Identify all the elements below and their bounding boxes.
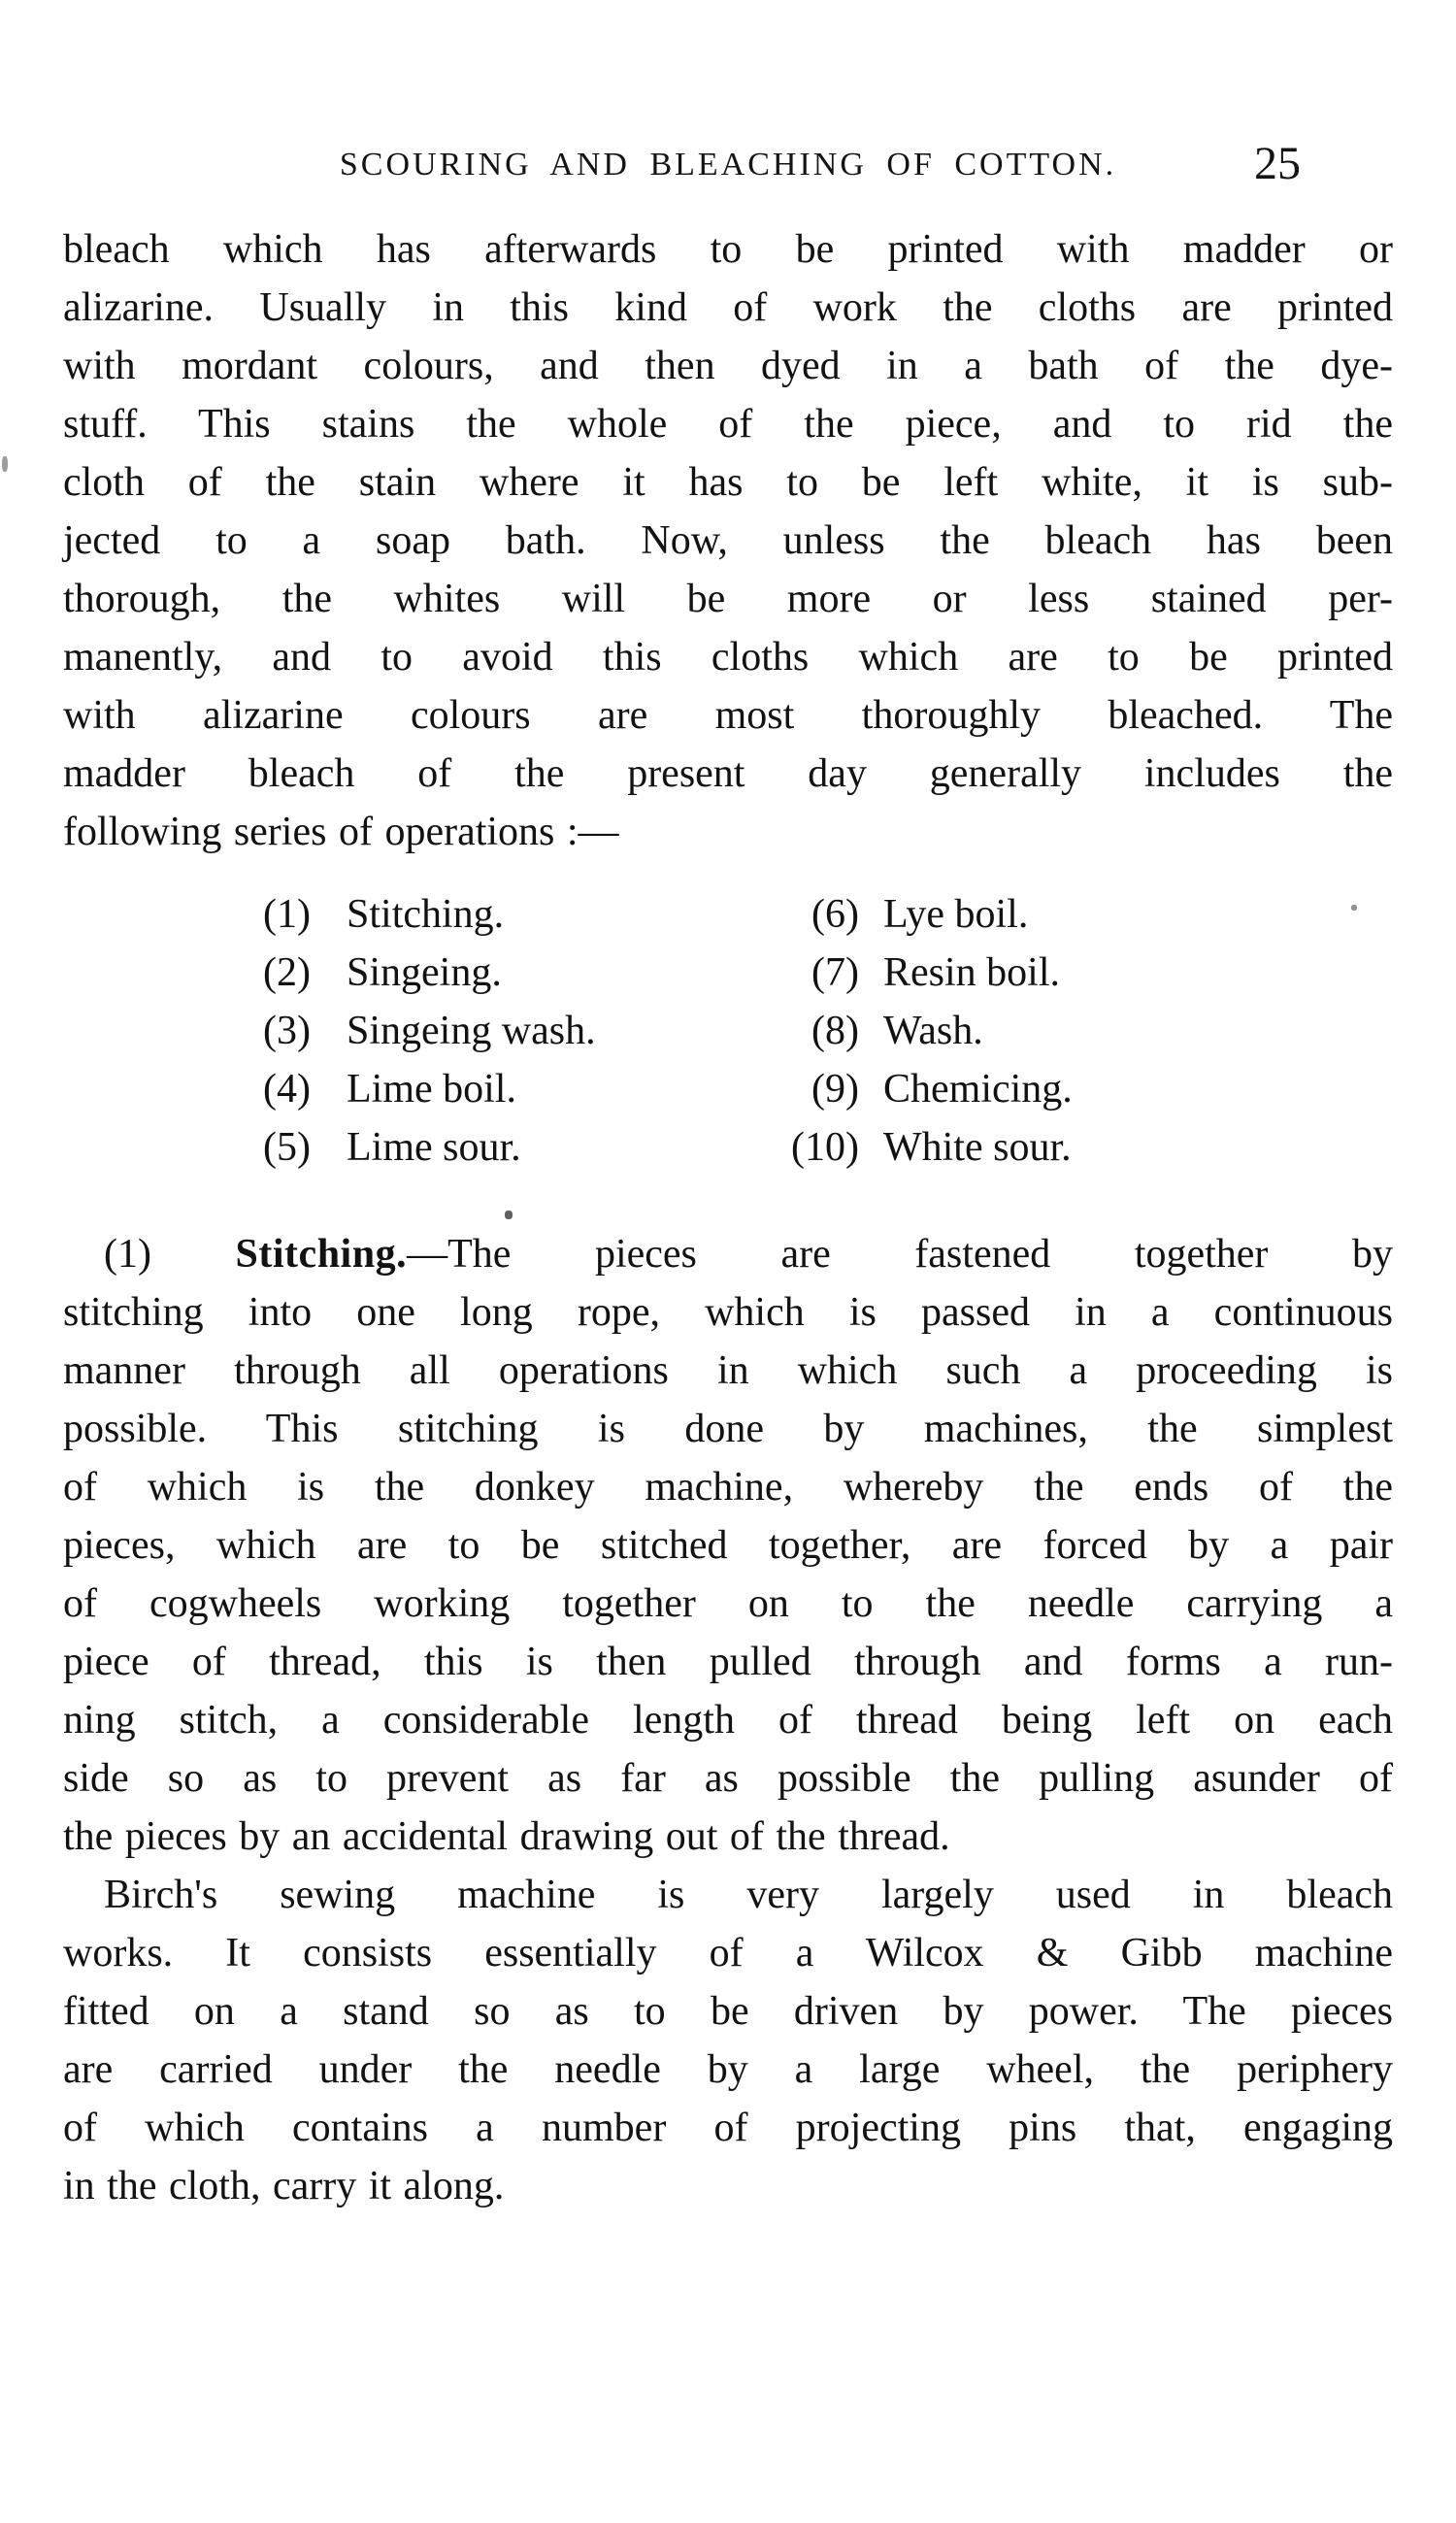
list-item-number: (8) [811, 1009, 859, 1053]
text-line: manently, and to avoid this cloths which are to be printed [63, 635, 1393, 680]
list-item-label: Resin boil. [883, 950, 1061, 995]
scan-speck [2, 456, 8, 472]
list-item-number: (4) [263, 1067, 311, 1112]
list-item-label: Lime sour. [347, 1125, 521, 1170]
list-item-label: Chemicing. [883, 1067, 1073, 1112]
text-line: stuff. This stains the whole of the piece, and to rid the [63, 402, 1393, 447]
scan-speck [1351, 905, 1357, 911]
list-item-number: (10) [791, 1125, 859, 1170]
list-row [63, 885, 1393, 944]
text-line: the pieces by an accidental drawing out of the thread. [63, 1814, 950, 1859]
text-line: alizarine. Usually in this kind of work the cloths are printed [63, 285, 1393, 330]
text-line: fitted on a stand so as to be driven by power. The pieces [63, 1989, 1393, 2034]
scan-speck [505, 1211, 513, 1219]
text-line: Birch's sewing machine is very largely used in bleach [104, 1873, 1393, 1917]
text-line: possible. This stitching is done by machines, the simplest [63, 1407, 1393, 1451]
list-row [63, 944, 1393, 1002]
page-number: 25 [1254, 138, 1301, 189]
list-item-label: Lime boil. [347, 1067, 516, 1112]
text-line: works. It consists essentially of a Wilcox & Gibb machine [63, 1931, 1393, 1975]
text-line: in the cloth, carry it along. [63, 2164, 505, 2208]
list-item-number: (1) [263, 892, 311, 937]
text-line: stitching into one long rope, which is passed in a continuous [63, 1290, 1393, 1335]
text-line: ning stitch, a considerable length of thread being left on each [63, 1698, 1393, 1743]
vertical-gap [63, 861, 1393, 885]
text-line: pieces, which are to be stitched together, are forced by a pair [63, 1523, 1393, 1568]
text-block [63, 220, 1393, 2215]
text-line: manner through all operations in which such a proceeding is [63, 1348, 1393, 1393]
text-line: of cogwheels working together on to the needle carrying a [63, 1581, 1393, 1626]
operations-list [63, 885, 1393, 1177]
list-item-number: (9) [811, 1067, 859, 1112]
text-line: bleach which has afterwards to be printed with madder or [63, 227, 1393, 272]
lead-term: Stitching. [235, 1232, 408, 1277]
text-line: piece of thread, this is then pulled through and forms a run- [63, 1640, 1393, 1684]
list-item-label: Wash. [883, 1009, 983, 1053]
text-line: are carried under the needle by a large wheel, the periphery [63, 2047, 1393, 2092]
list-item-label: Lye boil. [883, 892, 1029, 937]
list-row [63, 1060, 1393, 1118]
list-item-number: (5) [263, 1125, 311, 1170]
list-item-label: White sour. [883, 1125, 1072, 1170]
paragraph-madder-bleach [63, 220, 1393, 861]
paragraph-birchs-machine [63, 1866, 1393, 2215]
list-item-number: (7) [811, 950, 859, 995]
list-item-label: Stitching. [347, 892, 505, 937]
text-line: of which is the donkey machine, whereby the ends of the [63, 1465, 1393, 1510]
text-line: with alizarine colours are most thoroughly bleached. The [63, 693, 1393, 738]
text-line: jected to a soap bath. Now, unless the bleach has been [63, 518, 1393, 563]
text-line: of which contains a number of projecting pins that, engaging [63, 2106, 1393, 2150]
list-row [63, 1118, 1393, 1177]
text-line: side so as to prevent as far as possible the pulling asunder of [63, 1756, 1393, 1801]
text-line: cloth of the stain where it has to be left white, it is sub- [63, 460, 1393, 505]
list-item-number: (2) [263, 950, 311, 995]
lead-number: (1) [104, 1232, 236, 1277]
running-header-title: SCOURING AND BLEACHING OF COTTON. [339, 147, 1117, 183]
text-line: thorough, the whites will be more or less stained per- [63, 577, 1393, 621]
paragraph-stitching [63, 1225, 1393, 1866]
list-row [63, 1002, 1393, 1060]
list-item-number: (3) [263, 1009, 311, 1053]
list-item-label: Singeing wash. [347, 1009, 596, 1053]
vertical-gap [63, 1177, 1393, 1225]
text-line [63, 1225, 1393, 1283]
text-line: following series of operations :— [63, 810, 619, 854]
list-item-number: (6) [811, 892, 859, 937]
lead-rest: —The pieces are fastened together by [407, 1232, 1393, 1277]
text-line: with mordant colours, and then dyed in a bath of the dye- [63, 344, 1393, 388]
list-item-label: Singeing. [347, 950, 502, 995]
text-line: madder bleach of the present day generally includes the [63, 751, 1393, 796]
